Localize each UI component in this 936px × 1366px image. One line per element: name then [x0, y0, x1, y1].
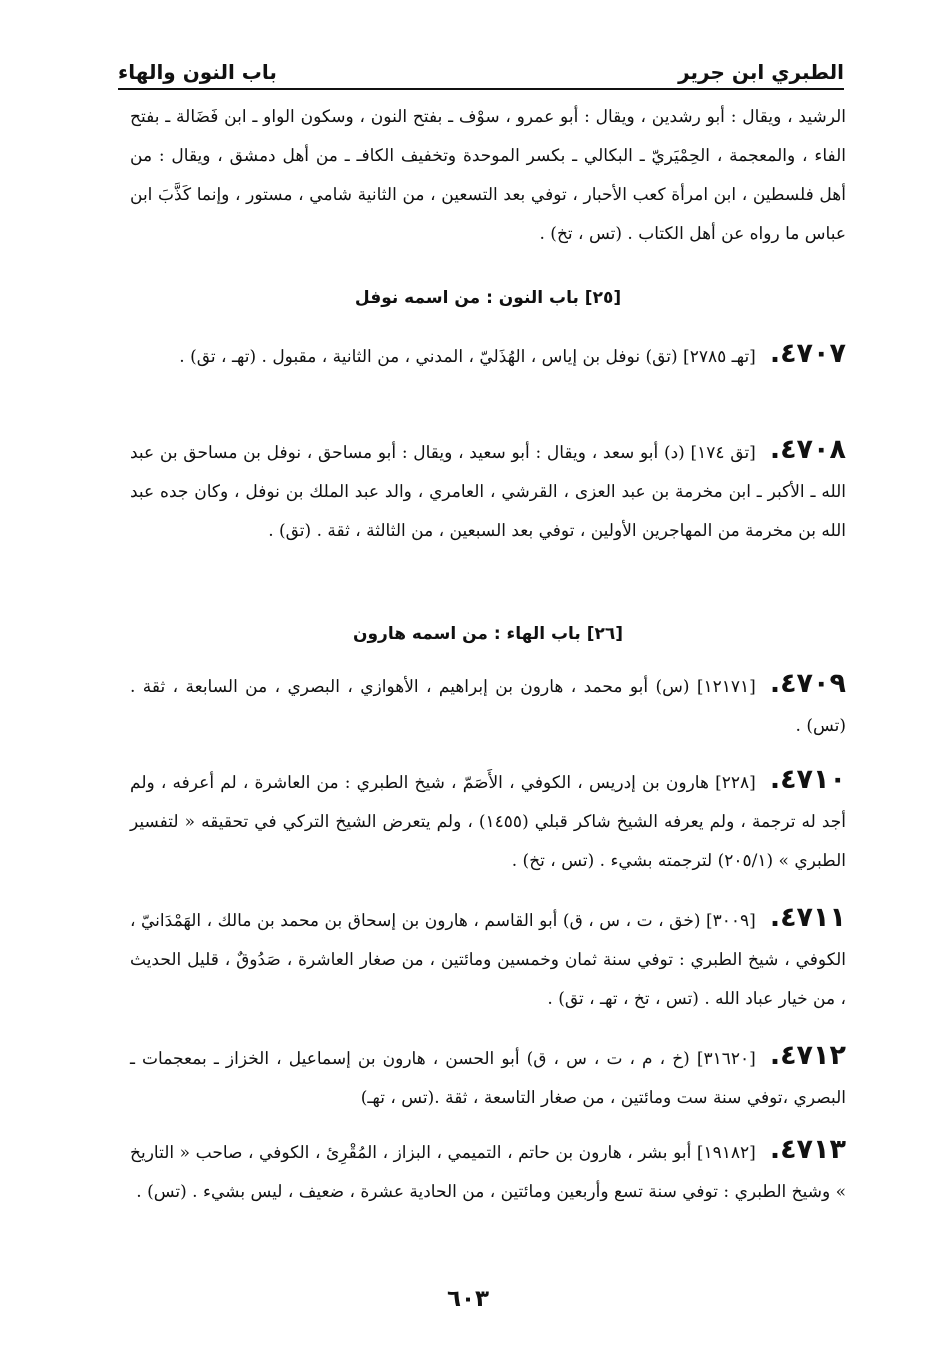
entry-number: ٤٧١١.	[769, 902, 846, 933]
running-head-chapter-title: باب النون والهاء	[118, 60, 277, 84]
entry-number: ٤٧١٠.	[769, 764, 846, 795]
running-head	[118, 44, 844, 84]
header-rule	[118, 88, 844, 90]
entry-number: ٤٧١٢.	[769, 1040, 846, 1071]
intro-paragraph: الرشيد ، ويقال : أبو رشدين ، ويقال : أبو عمرو ، سوْف ـ بفتح النون ، وسكون الواو ـ ابن فَضَالة ـ بفتح الفاء ، والمعجمة ، الحِمْيَريّ ـ البكالي ـ بكسر الموحدة وتخفيف الكافـ ـ من أهل دمشق ، ويقال : من أهل فلسطين ، ابن امرأة كعب الأحبار ، توفي بعد التسعين ، من الثانية شامي ، مستور ، وإنما كَذَّبَ ابن عباس ما رواه عن أهل الكتاب . (تس ، تخ) .	[130, 107, 846, 244]
entry-text: [٣١٦٢٠] (خ ، م ، ت ، س ، ق) أبو الحسن ، هارون بن إسماعيل ، الخزاز ـ بمعجمات ـ البصري ،توفي سنة ست ومائتين ، من صغار التاسعة ، ثقة .(تس ، تهـ)	[130, 1049, 846, 1108]
entry-text: [تهـ ٢٧٨٥] (تق) نوفل بن إياس ، الهُذَليّ ، المدني ، من الثانية ، مقبول . (تهـ ، تق) .	[179, 347, 756, 367]
entry-4709	[130, 664, 846, 746]
page-number: ٦٠٣	[446, 1286, 490, 1312]
section-title-nun: [٢٥] باب النون : من اسمه نوفل	[354, 288, 622, 308]
entry-4708	[130, 430, 846, 551]
entry-number: ٤٧٠٧.	[769, 338, 846, 369]
entry-text: [١٩١٨٢] أبو بشر ، هارون بن حاتم ، التميمي ، البزاز ، المُقْرِئ ، الكوفي ، صاحب « التاريخ » وشيخ الطبري : توفي سنة تسع وأربعين ومائتين ، من الحادية عشرة ، ضعيف ، ليس بشيء . (تس) .	[130, 1143, 846, 1202]
running-head-book-title: الطبري ابن جرير	[678, 60, 844, 84]
entry-text: [٣٠٠٩] (خق ، ت ، س ، ق) أبو القاسم ، هارون بن إسحاق بن محمد بن مالك ، الهَمْدَانيّ ، الكوفي ، شيخ الطبري : توفي سنة ثمان وخمسين ومائتين ، من صغار العاشرة ، صَدُوقٌ ، قليل الحديث ، من خيار عباد الله . (تس ، تخ ، تهـ ، تق) .	[130, 911, 846, 1009]
entry-4712	[130, 1036, 846, 1118]
entry-text: [تق ١٧٤] (د) أبو سعد ، ويقال : أبو سعيد ، ويقال : أبو مساحق ، نوفل بن مساحق بن عبد الله ـ الأكبر ـ ابن مخرمة بن عبد العزى ، القرشي ، العامري ، والد عبد الملك بن نوفل ، وكان جده عبد الله بن مخرمة من المهاجرين الأولين ، توفي بعد السبعين ، من الثالثة ، ثقة . (تق) .	[130, 443, 846, 541]
entry-4707	[130, 334, 846, 377]
section-title-ha: [٢٦] باب الهاء : من اسمه هارون	[352, 624, 624, 644]
entry-4710	[130, 760, 846, 881]
entry-text: [٢٢٨] هارون بن إدريس ، الكوفي ، الأَصَمّ ، شيخ الطبري : من العاشرة ، لم أعرفه ، ولم أجد له ترجمة ، ولم يعرفه الشيخ شاكر قبلي (١٤٥٥) ، ولم يتعرض الشيخ التركي في تحقيقه « لتفسير الطبري » (٢٠٥/١) لترجمته بشيء . (تس ، تخ) .	[130, 773, 846, 871]
entry-number: ٤٧٠٨.	[769, 434, 846, 465]
entry-number: ٤٧٠٩.	[769, 668, 846, 699]
entry-number: ٤٧١٣.	[769, 1134, 846, 1165]
entry-4713	[130, 1130, 846, 1212]
entry-4711	[130, 898, 846, 1019]
entry-text: [١٢١٧١] (س) أبو محمد ، هارون بن إبراهيم ، الأهوازي ، البصري ، من السابعة ، ثقة . (تس) .	[130, 677, 846, 736]
